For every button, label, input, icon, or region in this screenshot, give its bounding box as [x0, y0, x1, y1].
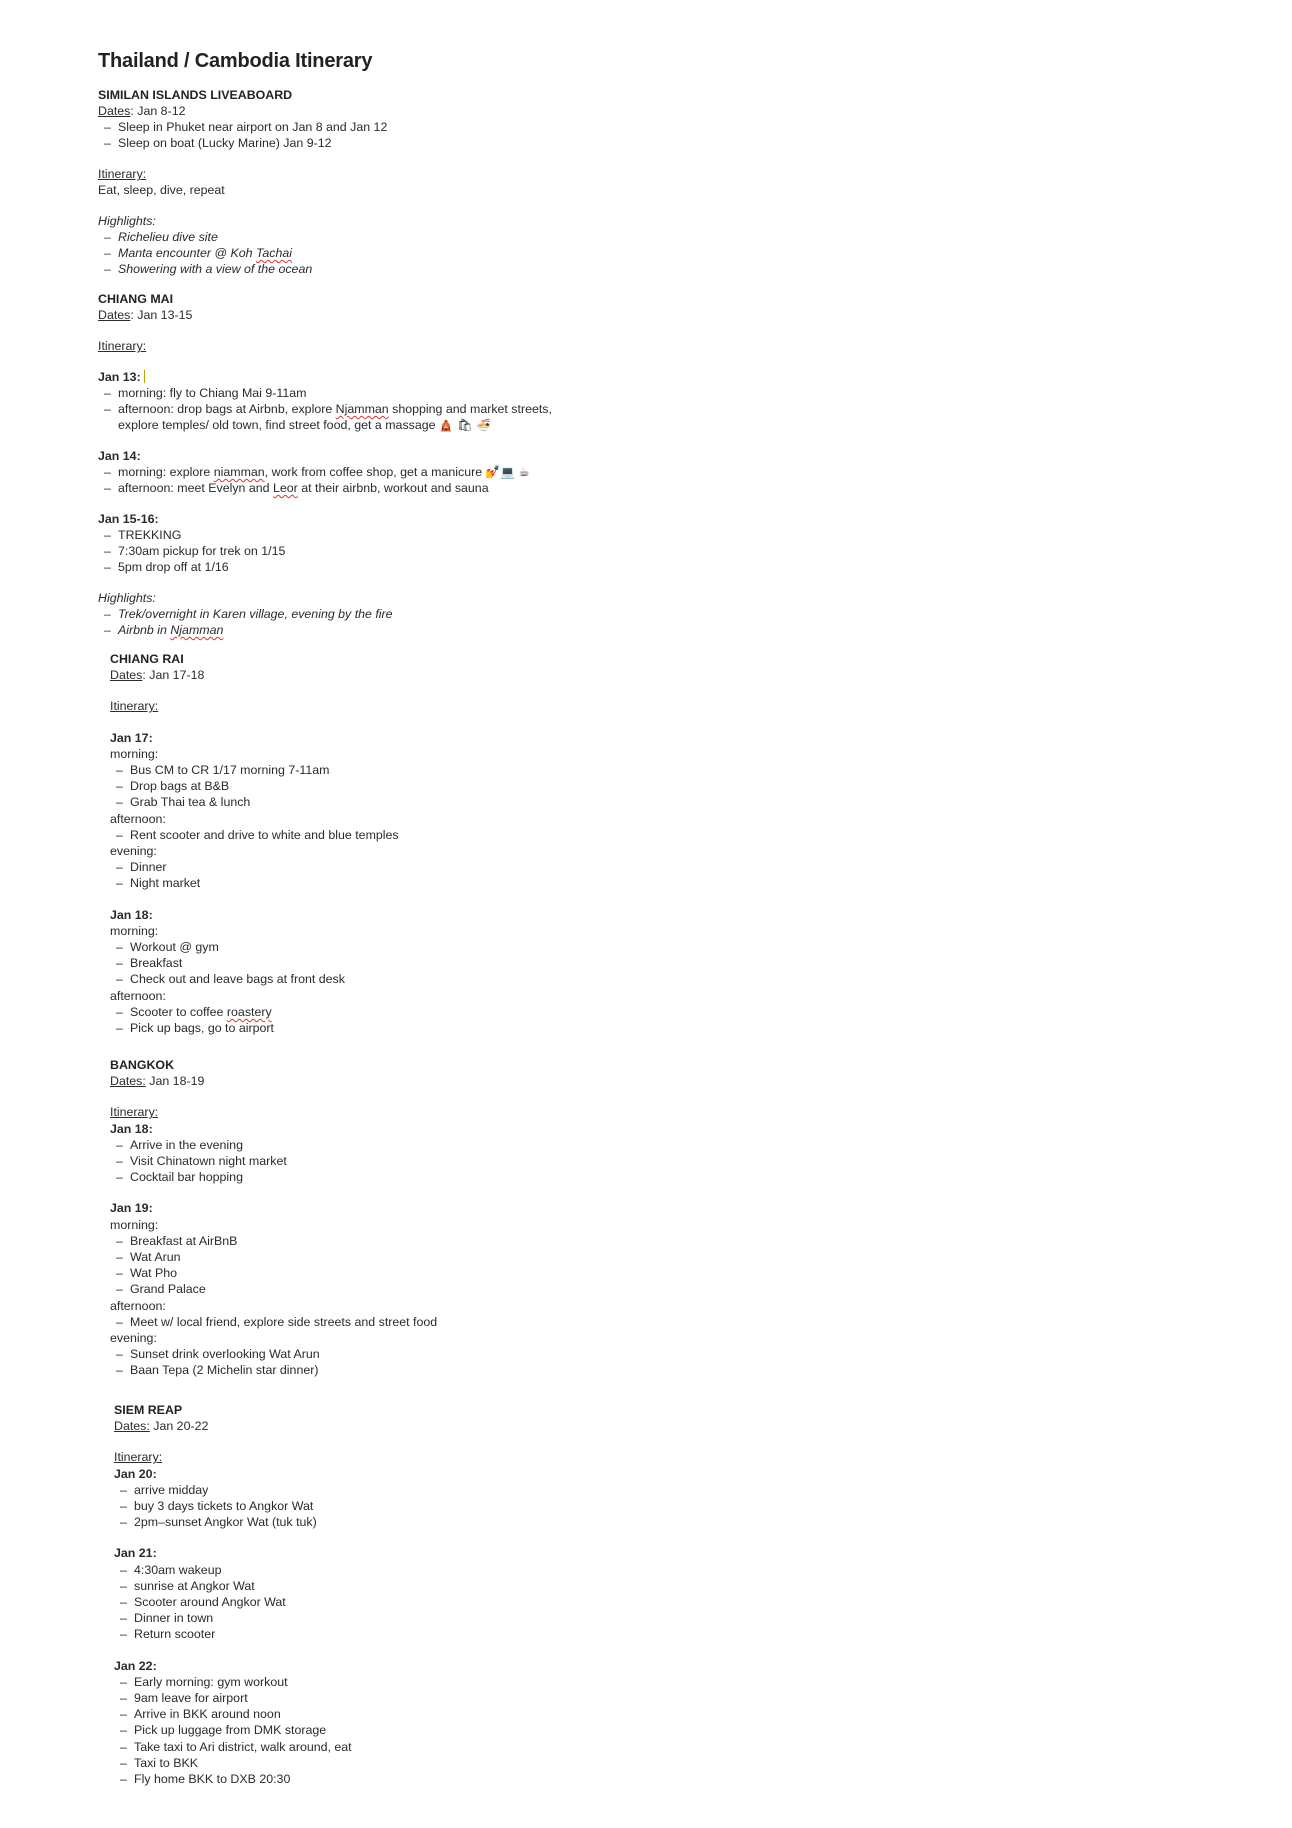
evening-list: [110, 1346, 437, 1378]
day-list: [114, 1562, 352, 1643]
list-item: – morning: fly to Chiang Mai 9-11am: [98, 385, 552, 401]
list-item: – sunrise at Angkor Wat: [114, 1578, 352, 1594]
misspelled-word: Leor: [272, 481, 298, 495]
morning-list: [110, 762, 399, 811]
notes-list: [98, 119, 387, 151]
list-item: – Arrive in the evening: [110, 1137, 437, 1153]
itinerary-label: Itinerary:: [98, 339, 147, 353]
list-item: – Fly home BKK to DXB 20:30: [114, 1771, 352, 1787]
list-item: – 5pm drop off at 1/16: [98, 559, 552, 575]
list-item: – Workout @ gym: [110, 939, 399, 955]
dates-value: : Jan 8-12: [130, 104, 186, 118]
day-label: Jan 19:: [110, 1201, 153, 1216]
day-label: Jan 18:: [110, 907, 153, 922]
list-item: – Sleep on boat (Lucky Marine) Jan 9-12: [98, 135, 387, 151]
section-title: SIEM REAP: [114, 1403, 183, 1417]
day-list: [114, 1482, 352, 1531]
list-item: – Grab Thai tea & lunch: [110, 794, 399, 810]
time-label-evening: evening:: [110, 844, 157, 859]
list-item: – 2pm–sunset Angkor Wat (tuk tuk): [114, 1514, 352, 1530]
itinerary-label: Itinerary:: [98, 167, 147, 181]
day-list: [98, 464, 552, 496]
list-item: – Sleep in Phuket near airport on Jan 8 and Jan 12: [98, 119, 387, 135]
day-list: [98, 527, 552, 575]
list-item: – 4:30am wakeup: [114, 1562, 352, 1578]
misspelled-word: Tachai: [255, 246, 293, 260]
time-label-morning: morning:: [110, 746, 159, 761]
dates-label: Dates: [110, 668, 143, 683]
list-item: – Drop bags at B&B: [110, 778, 399, 794]
day-label: Jan 18:: [110, 1121, 153, 1136]
misspelled-word: Njamman: [335, 402, 389, 416]
list-item: – afternoon: meet Evelyn and Leor at their airbnb, workout and sauna: [98, 480, 552, 496]
dates-label: Dates: [98, 104, 131, 118]
day-list: [114, 1674, 352, 1787]
day-list: [98, 385, 552, 433]
list-item: – Breakfast: [110, 955, 399, 971]
day-label: Jan 14:: [98, 449, 141, 463]
list-item: – Showering with a view of the ocean: [98, 261, 387, 277]
list-item: – afternoon: drop bags at Airbnb, explore Njamman shopping and market streets,: [98, 401, 552, 417]
list-item: – Pick up luggage from DMK storage: [114, 1722, 352, 1738]
list-item: – morning: explore niamman, work from coffee shop, get a manicure 💅💻 ☕: [98, 464, 552, 480]
list-item: – TREKKING: [98, 527, 552, 543]
list-item: – arrive midday: [114, 1482, 352, 1498]
list-item: – Wat Pho: [110, 1265, 437, 1281]
section-chiang-mai: [98, 291, 552, 638]
list-item: – Sunset drink overlooking Wat Arun: [110, 1346, 437, 1362]
list-item: – Airbnb in Njamman: [98, 622, 552, 638]
nail-laptop-coffee-icon: 💅💻 ☕: [485, 465, 530, 479]
list-item: – Early morning: gym workout: [114, 1674, 352, 1690]
dates-line: [110, 667, 399, 683]
list-item: – Trek/overnight in Karen village, evening by the fire: [98, 606, 552, 622]
highlights-label: Highlights:: [98, 214, 156, 228]
evening-list: [110, 859, 399, 891]
list-item: – Dinner in town: [114, 1610, 352, 1626]
time-label-morning: morning:: [110, 1217, 159, 1232]
morning-list: [110, 939, 399, 988]
dates-value: : Jan 13-15: [130, 308, 193, 322]
section-title: SIMILAN ISLANDS LIVEABOARD: [98, 88, 293, 102]
misspelled-word: Njamman: [170, 623, 224, 637]
list-item-continued: explore temples/ old town, find street food, get a massage 🛕 🛍 🍜: [118, 418, 492, 432]
list-item: – 7:30am pickup for trek on 1/15: [98, 543, 552, 559]
temple-shopping-food-icon: 🛕 🛍 🍜: [438, 418, 492, 432]
afternoon-list: [110, 1314, 437, 1330]
list-item: – Richelieu dive site: [98, 229, 387, 245]
list-item: – Pick up bags, go to airport: [110, 1020, 399, 1036]
list-item: – Visit Chinatown night market: [110, 1153, 437, 1169]
highlights-label: Highlights:: [98, 591, 156, 605]
list-item: – Taxi to BKK: [114, 1755, 352, 1771]
itinerary-label: Itinerary:: [110, 1105, 159, 1120]
dates-label: Dates:: [114, 1419, 150, 1434]
section-chiang-rai: [110, 651, 399, 1036]
itinerary-label: Itinerary:: [110, 699, 159, 714]
list-item: – Night market: [110, 875, 399, 891]
section-title: BANGKOK: [110, 1058, 175, 1072]
highlights-list: [98, 606, 552, 638]
day-label: Jan 15-16:: [98, 512, 159, 526]
dates-label: Dates:: [110, 1074, 146, 1089]
list-item: – Scooter around Angkor Wat: [114, 1594, 352, 1610]
list-item: – Grand Palace: [110, 1281, 437, 1297]
day-label: Jan 22:: [114, 1658, 157, 1673]
dates-line: [110, 1073, 437, 1089]
list-item: – Arrive in BKK around noon: [114, 1706, 352, 1722]
list-item: – Dinner: [110, 859, 399, 875]
dates-line: [114, 1418, 352, 1434]
list-item: – Baan Tepa (2 Michelin star dinner): [110, 1362, 437, 1378]
dates-value: : Jan 17-18: [142, 668, 205, 683]
list-item: – Manta encounter @ Koh Tachai: [98, 245, 387, 261]
text-cursor: [144, 370, 145, 383]
list-item: – 9am leave for airport: [114, 1690, 352, 1706]
list-item: – Bus CM to CR 1/17 morning 7-11am: [110, 762, 399, 778]
section-siem-reap: [114, 1402, 352, 1787]
list-item: – Check out and leave bags at front desk: [110, 971, 399, 987]
list-item: – Return scooter: [114, 1626, 352, 1642]
list-item: – buy 3 days tickets to Angkor Wat: [114, 1498, 352, 1514]
list-item: – Take taxi to Ari district, walk around, eat: [114, 1739, 352, 1755]
itinerary-label: Itinerary:: [114, 1450, 163, 1465]
time-label-evening: evening:: [110, 1331, 157, 1346]
section-bangkok: [110, 1057, 437, 1379]
day-list: [110, 1137, 437, 1186]
afternoon-list: [110, 1004, 399, 1036]
afternoon-list: [110, 827, 399, 843]
list-item: – Meet w/ local friend, explore side streets and street food: [110, 1314, 437, 1330]
dates-value: Jan 20-22: [149, 1419, 209, 1434]
list-item: – Scooter to coffee roastery: [110, 1004, 399, 1020]
section-similan: [98, 87, 387, 277]
time-label-afternoon: afternoon:: [110, 811, 166, 826]
misspelled-word: niamman: [213, 465, 265, 479]
time-label-afternoon: afternoon:: [110, 988, 166, 1003]
itinerary-text: Eat, sleep, dive, repeat: [98, 183, 225, 197]
section-title: CHIANG MAI: [98, 292, 174, 306]
highlights-list: [98, 229, 387, 277]
list-item: – Breakfast at AirBnB: [110, 1233, 437, 1249]
dates-line: [98, 103, 387, 119]
list-item: – Wat Arun: [110, 1249, 437, 1265]
misspelled-word: roastery: [226, 1004, 272, 1019]
time-label-afternoon: afternoon:: [110, 1298, 166, 1313]
list-item: – Cocktail bar hopping: [110, 1169, 437, 1185]
day-label: Jan 17:: [110, 730, 153, 745]
dates-line: [98, 307, 552, 323]
day-label: Jan 20:: [114, 1466, 157, 1481]
dates-label: Dates: [98, 308, 131, 322]
morning-list: [110, 1233, 437, 1298]
time-label-morning: morning:: [110, 923, 159, 938]
list-item: – Rent scooter and drive to white and blue temples: [110, 827, 399, 843]
section-title: CHIANG RAI: [110, 652, 184, 666]
day-label: Jan 13:: [98, 369, 552, 385]
page-title: Thailand / Cambodia Itinerary: [98, 50, 373, 72]
dates-value: Jan 18-19: [145, 1074, 205, 1089]
day-label: Jan 21:: [114, 1546, 157, 1561]
